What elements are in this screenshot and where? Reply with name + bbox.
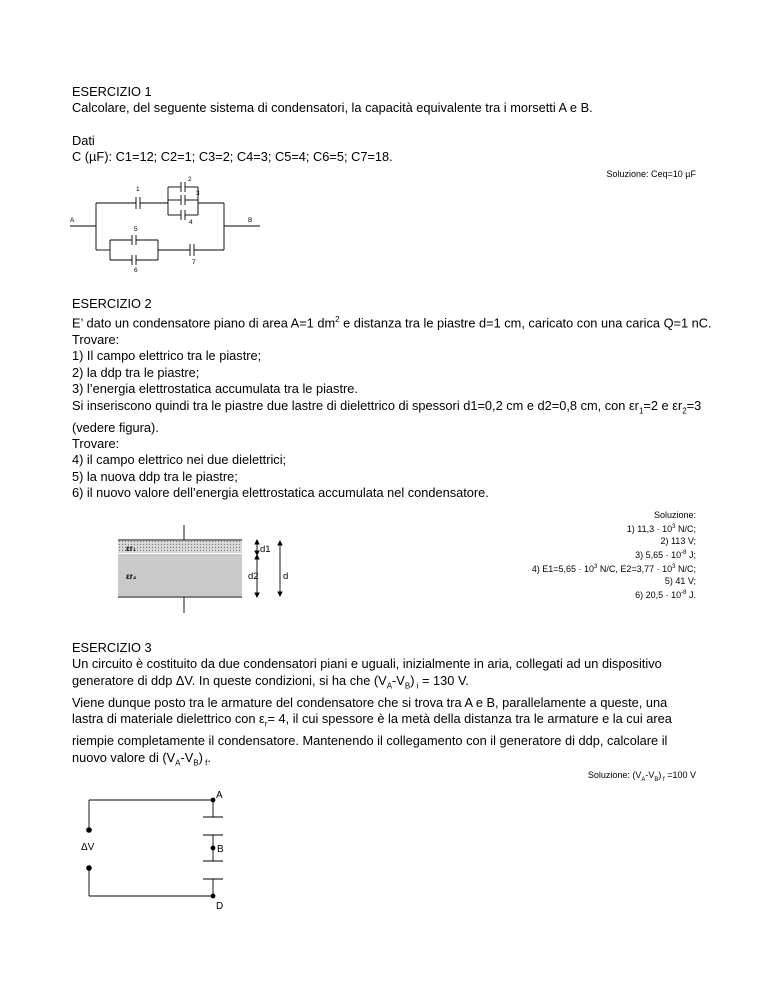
exercise-2-statement: E’ dato un condensatore piano di area A=1 $dm^2$ e distanza tra le piastre d=1 cm, caricato con una carica Q=1 nC. <box>72 315 712 331</box>
label-c5: 5 <box>134 226 138 233</box>
exercise-2-insert-text: Si inseriscono quindi tra le piastre due lastre di dielettrico di spessori d1=0,2 cm e d2=0,8 cm, con $\varepsilon r_1=2$ e $\varepsilon r_2=3$ (vedere figura). <box>72 397 702 435</box>
label-c3: 3 <box>196 190 200 197</box>
exercise-2-question-4: 4) il campo elettrico nei due dielettrici; <box>72 452 287 468</box>
node-a-label: A <box>216 790 223 801</box>
exercise-3-line-4: lastra di materiale dielettrico con $\varepsilon_r= 4$, il cui spessore è la metà della distanza tra le armature e la cui area <box>72 711 672 729</box>
exercise-2-dielectric-figure <box>118 525 308 613</box>
exercise-3-title: ESERCIZIO 3 <box>72 640 152 655</box>
exercise-3-solution: Soluzione: $(V_A-V_B)$ $_f$ =100 V <box>587 770 696 783</box>
exercise-2-question-6: 6) il nuovo valore dell’energia elettrostatica accumulata nel condensatore. <box>72 485 489 501</box>
exercise-2-text <box>72 296 712 502</box>
dielectric-layer-1 <box>118 541 242 553</box>
exercise-3-circuit <box>80 788 250 913</box>
d-label: d <box>283 571 289 582</box>
exercise-1-text <box>72 84 712 166</box>
label-c6: 6 <box>134 267 138 274</box>
exercise-3-text <box>72 640 712 771</box>
exercise-3-line-6: nuovo valore di $(V_A-V_B)$ $_f$. <box>72 749 211 768</box>
exercise-1-values: C (µF): C1=12; C2=1; C3=2; C4=3; C5=4; C6=5; C7=18. <box>72 149 393 165</box>
label-c1: 1 <box>136 186 140 193</box>
exercise-2-question-3: 3) l’energia elettrostatica accumulata tra le piastre. <box>72 381 358 397</box>
exercise-1-solution: Soluzione: Ceq=10 µF <box>606 169 696 179</box>
exercise-2-trovare-2: Trovare: <box>72 436 120 452</box>
generator-terminal-top <box>86 827 92 833</box>
exercise-1-capacitor-network <box>70 176 270 276</box>
exercise-3-line-1: Un circuito è costituito da due condensatori piani e uguali, inizialmente in aria, collegati ad un dispositivo <box>72 656 662 672</box>
exercise-1-dati-label: Dati <box>72 132 95 148</box>
generator-terminal-bottom <box>86 865 92 871</box>
exercise-2-question-1: 1) Il campo elettrico tra le piastre; <box>72 348 262 364</box>
node-b <box>211 846 216 851</box>
node-a <box>211 798 216 803</box>
exercise-3-line-3: Viene dunque posto tra le armature del condensatore che si trova tra A e B, parallelamente a queste, una <box>72 694 668 710</box>
exercise-2-question-5: 5) la nuova ddp tra le piastre; <box>72 468 238 484</box>
er2-label: εr₂ <box>126 572 137 581</box>
exercise-2-title: ESERCIZIO 2 <box>72 296 152 311</box>
node-b-label: B <box>217 844 224 855</box>
d1-label: d1 <box>260 544 271 555</box>
exercise-1-statement: Calcolare, del seguente sistema di condensatori, la capacità equivalente tra i morsetti A e B. <box>72 100 593 116</box>
exercise-2-question-2: 2) la ddp tra le piastre; <box>72 364 200 380</box>
label-c2: 2 <box>188 176 192 183</box>
exercise-2-trovare-1: Trovare: <box>72 332 120 348</box>
d2-label: d2 <box>248 571 259 582</box>
er1-label: εr₁ <box>126 544 137 553</box>
exercise-2-solution: Soluzione: 1) $11,3 \cdot 10^3$ N/C; 2) 113 V; 3) $5,65 \cdot 10^{-8}$ J; 4) $E1=5,65 \cdot 10^3$ N/C, $E2=3,77 \cdot 10^3$ N/C; 5) 41 V; 6) $20,5 \cdot 10^{-8}$ J. <box>531 510 696 600</box>
node-d <box>211 894 216 899</box>
label-c7: 7 <box>192 259 196 266</box>
terminal-a-label: A <box>70 217 75 224</box>
node-d-label: D <box>216 901 224 912</box>
label-c4: 4 <box>189 219 193 226</box>
exercise-1-title: ESERCIZIO 1 <box>72 84 152 99</box>
exercise-3-line-5: riempie completamente il condensatore. Mantenendo il collegamento con il generatore di ddp, calcolare il <box>72 733 668 749</box>
dielectric-layer-2 <box>118 554 242 596</box>
delta-v-label: ΔV <box>81 842 95 853</box>
exercise-3-line-2: generatore di ddp ΔV. In queste condizioni, si ha che $(V_A-V_B) _i = 130$ V. <box>72 672 469 691</box>
terminal-b-label: B <box>248 217 253 224</box>
